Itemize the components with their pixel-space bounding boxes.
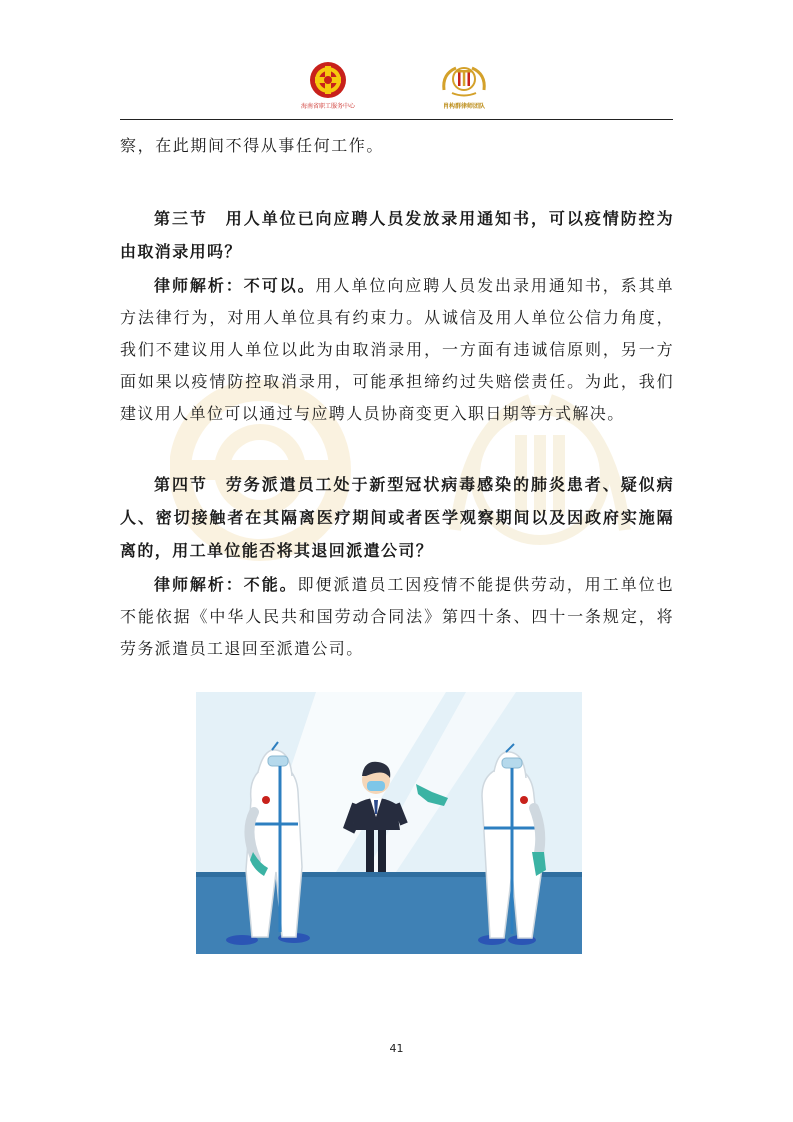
page-number: 41: [389, 1042, 404, 1055]
union-logo-caption: 海南省职工服务中心: [300, 103, 355, 110]
intro-line: 察，在此期间不得从事任何工作。: [120, 136, 385, 155]
law-team-logo-caption: 肖构群律师团队: [442, 103, 485, 110]
law-team-logo: [424, 60, 504, 110]
section3-analysis: [120, 270, 674, 430]
union-logo: [288, 60, 368, 110]
section3-heading: 第三节 用人单位已向应聘人员发放录用通知书，可以疫情防控为由取消录用吗？: [120, 209, 674, 261]
page-header: [120, 58, 673, 122]
section4-analysis: [120, 569, 674, 665]
quarantine-illustration: [196, 692, 582, 954]
section4-analysis-text: 即便派遣员工因疫情不能提供劳动，用工单位也不能依据《中华人民共和国劳动合同法》第四十条、四十一条规定，将劳务派遣员工退回至派遣公司。: [120, 575, 675, 658]
section4-heading: 第四节 劳务派遣员工处于新型冠状病毒感染的肺炎患者、疑似病人、密切接触者在其隔离医疗期间或者医学观察期间以及因政府实施隔离的，用工单位能否将其退回派遣公司？: [120, 475, 674, 560]
page-content: [120, 128, 674, 665]
section3-analysis-text: 用人单位向应聘人员发出录用通知书，系其单方法律行为，对用人单位具有约束力。从诚信及用人单位公信力角度，我们不建议用人单位以此为由取消录用，一方面有违诚信原则，另一方面如果以疫情防控取消录用，可能承担缔约过失赔偿责任。为此，我们建议用人单位可以通过与应聘人员协商变更入职日期等方式解决。: [120, 276, 674, 423]
section3-analysis-lead: 律师解析：不可以。: [154, 276, 316, 295]
section4-analysis-lead: 律师解析：不能。: [154, 575, 298, 594]
header-divider: [120, 119, 673, 120]
union-emblem-icon: [306, 60, 350, 100]
law-team-emblem-icon: [438, 60, 490, 100]
